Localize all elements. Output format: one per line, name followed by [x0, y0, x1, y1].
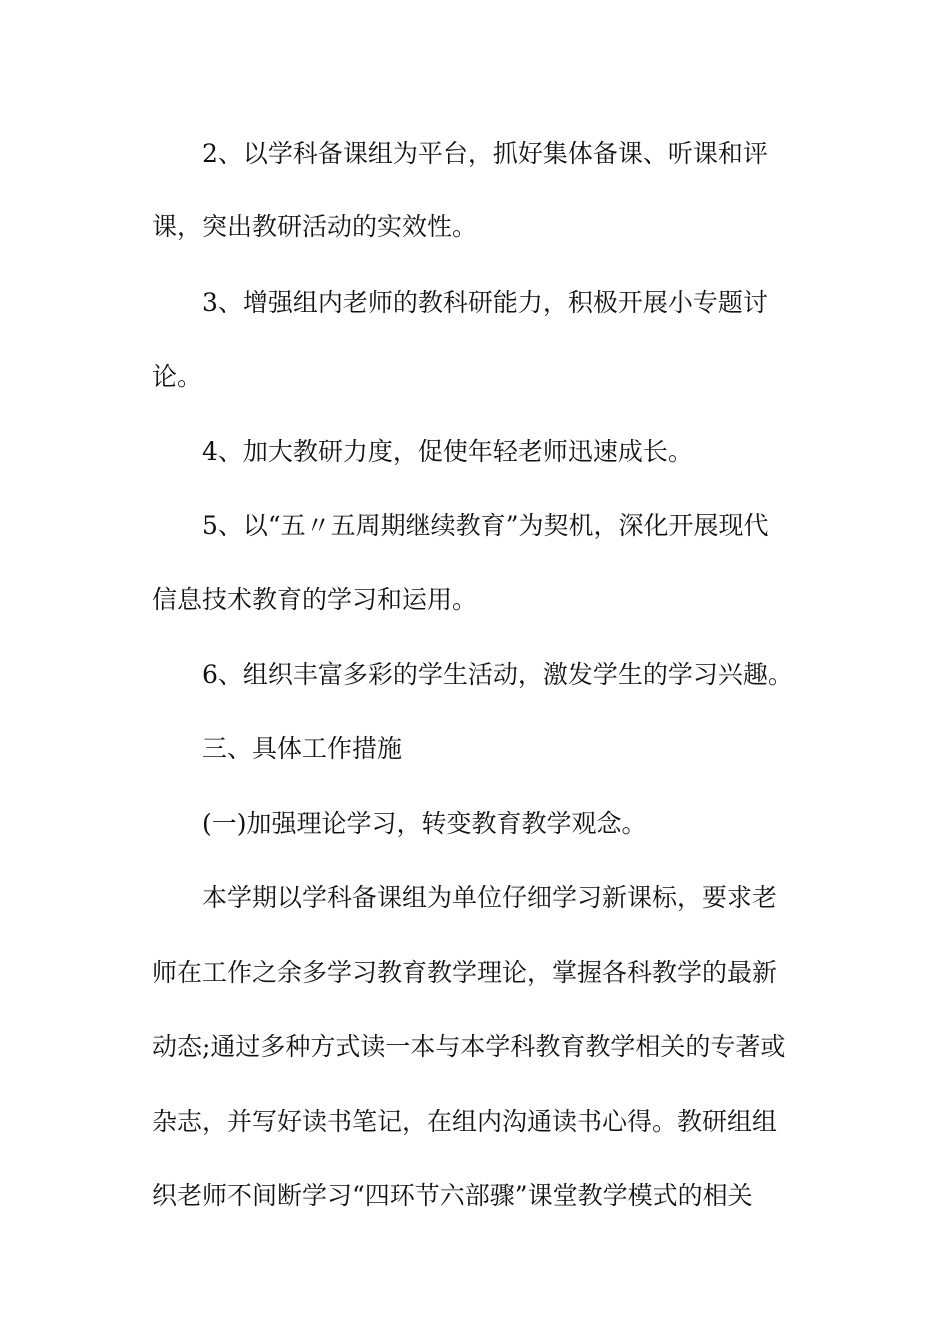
paragraph-5-line-1: 5、以“五〃五周期继续教育”为契机，深化开展现代 — [202, 511, 769, 540]
body-paragraph-line-2: 师在工作之余多学习教育教学理论，掌握各科教学的最新 — [152, 958, 778, 987]
paragraph-3-line-2: 论。 — [152, 362, 203, 391]
paragraph-6-line-1: 6、组织丰富多彩的学生活动，激发学生的学习兴趣。 — [202, 660, 793, 689]
paragraph-5-line-2: 信息技术教育的学习和运用。 — [152, 585, 478, 614]
body-paragraph-line-4: 杂志，并写好读书笔记，在组内沟通读书心得。教研组组 — [152, 1107, 778, 1136]
section-heading: 三、具体工作措施 — [202, 734, 403, 763]
subsection-heading: (一)加强理论学习，转变教育教学观念。 — [202, 809, 647, 838]
paragraph-4-line-1: 4、加大教研力度，促使年轻老师迅速成长。 — [202, 437, 693, 466]
paragraph-2-line-2: 课，突出教研活动的实效性。 — [152, 212, 478, 241]
body-paragraph-line-1: 本学期以学科备课组为单位仔细学习新课标，要求老 — [202, 883, 778, 912]
paragraph-2-line-1: 2、以学科备课组为平台，抓好集体备课、听课和评 — [202, 139, 768, 168]
body-paragraph-line-5: 织老师不间断学习“四环节六部骤”课堂教学模式的相关 — [152, 1181, 753, 1210]
paragraph-3-line-1: 3、增强组内老师的教科研能力，积极开展小专题讨 — [202, 288, 768, 317]
body-paragraph-line-3: 动态;通过多种方式读一本与本学科教育教学相关的专著或 — [152, 1032, 786, 1061]
